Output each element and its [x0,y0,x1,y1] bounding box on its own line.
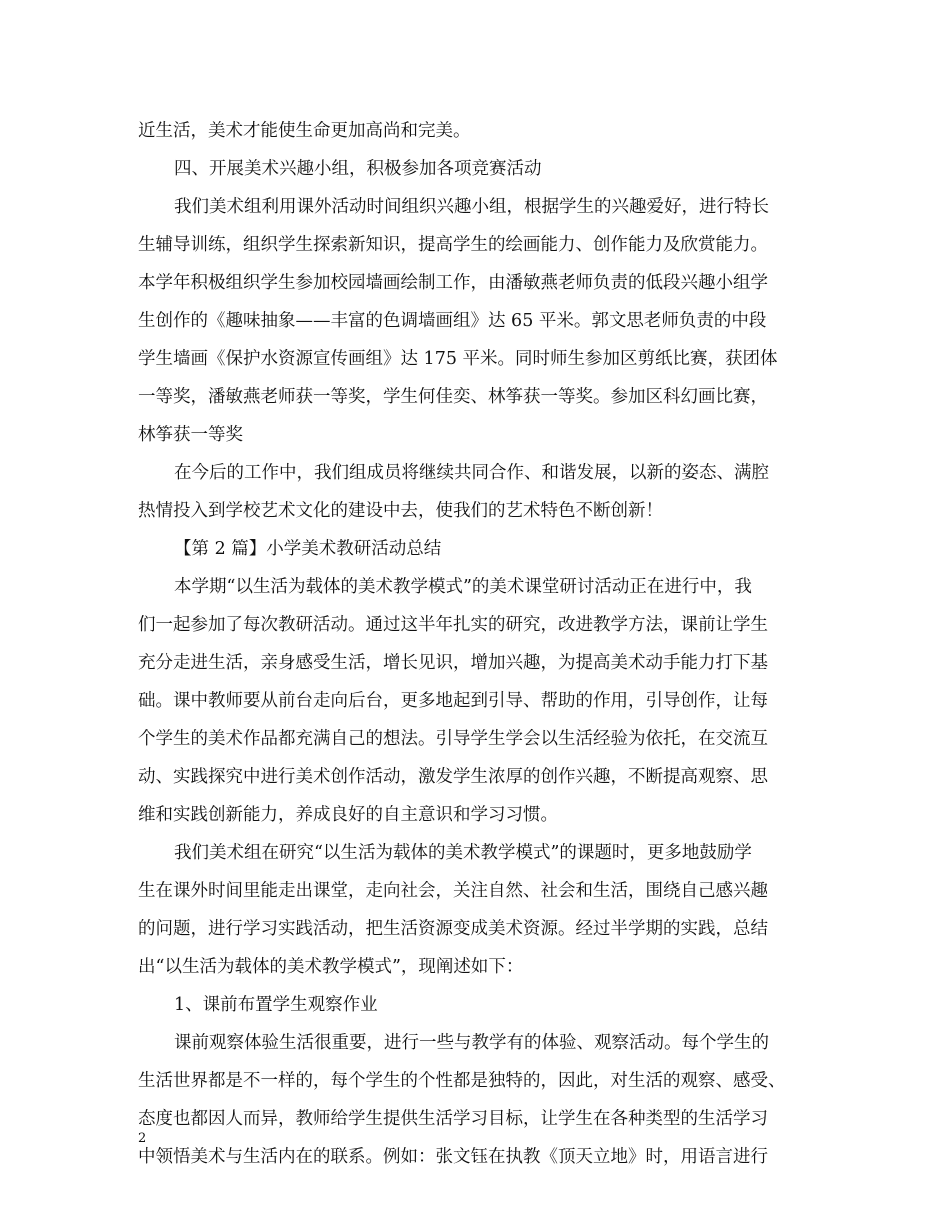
text-line: 出“以生活为载体的美术教学模式”，现阐述如下： [138,957,524,977]
text-line: 生辅导训练，组织学生探索新知识，提高学生的绘画能力、创作能力及欣赏能力。 [138,235,768,255]
text-line: 个学生的美术作品都充满自己的想法。引导学生学会以生活经验为依托，在交流互 [138,729,768,749]
text-line: 林筝获一等奖 [138,425,243,445]
document-body [138,112,828,1176]
text-line: 我们美术组利用课外活动时间组织兴趣小组，根据学生的兴趣爱好，进行特长 [174,197,769,217]
text-line: 中领悟美术与生活内在的联系。例如：张文钰在执教《顶天立地》时，用语言进行 [138,1147,768,1167]
text-line: 本学期“以生活为载体的美术教学模式”的美术课堂研讨活动正在进行中，我 [174,577,752,597]
text-line: 的问题，进行学习实践活动，把生活资源变成美术资源。经过半学期的实践，总结 [138,919,768,939]
text-line: 【第 2 篇】小学美术教研活动总结 [174,539,442,559]
text-line: 生活世界都是不一样的，每个学生的个性都是独特的，因此，对生活的观察、感受、 [138,1071,786,1091]
text-line: 1、课前布置学生观察作业 [174,995,378,1015]
text-line: 近生活，美术才能使生命更加高尚和完美。 [138,121,471,141]
text-line: 一等奖，潘敏燕老师获一等奖，学生何佳奕、林筝获一等奖。参加区科幻画比赛， [138,387,768,407]
text-line: 维和实践创新能力，养成良好的自主意识和学习习惯。 [138,805,558,825]
text-line: 在今后的工作中，我们组成员将继续共同合作、和谐发展，以新的姿态、满腔 [174,463,769,483]
text-line: 动、实践探究中进行美术创作活动，激发学生浓厚的创作兴趣，不断提高观察、思 [138,767,768,787]
text-line: 我们美术组在研究“以生活为载体的美术教学模式”的课题时，更多地鼓励学 [174,843,752,863]
text-line: 热情投入到学校艺术文化的建设中去，使我们的艺术特色不断创新！ [138,501,663,521]
text-line: 课前观察体验生活很重要，进行一些与教学有的体验、观察活动。每个学生的 [174,1033,769,1053]
text-line: 态度也都因人而异，教师给学生提供生活学习目标，让学生在各种类型的生活学习 [138,1109,768,1129]
text-line: 生在课外时间里能走出课堂，走向社会，关注自然、社会和生活，围绕自己感兴趣 [138,881,768,901]
text-line: 四、开展美术兴趣小组，积极参加各项竞赛活动 [174,159,542,179]
text-line: 生创作的《趣味抽象——丰富的色调墙画组》达 65 平米。郭文思老师负责的中段 [138,311,767,331]
page-number: 2 [138,1131,147,1146]
text-line: 们一起参加了每次教研活动。通过这半年扎实的研究，改进教学方法，课前让学生 [138,615,768,635]
text-line: 础。课中教师要从前台走向后台，更多地起到引导、帮助的作用，引导创作，让每 [138,691,768,711]
text-line: 充分走进生活，亲身感受生活，增长见识，增加兴趣，为提高美术动手能力打下基 [138,653,768,673]
text-line: 学生墙画《保护水资源宣传画组》达 175 平米。同时师生参加区剪纸比赛，获团体 [138,349,778,369]
text-line: 本学年积极组织学生参加校园墙画绘制工作，由潘敏燕老师负责的低段兴趣小组学 [138,273,768,293]
